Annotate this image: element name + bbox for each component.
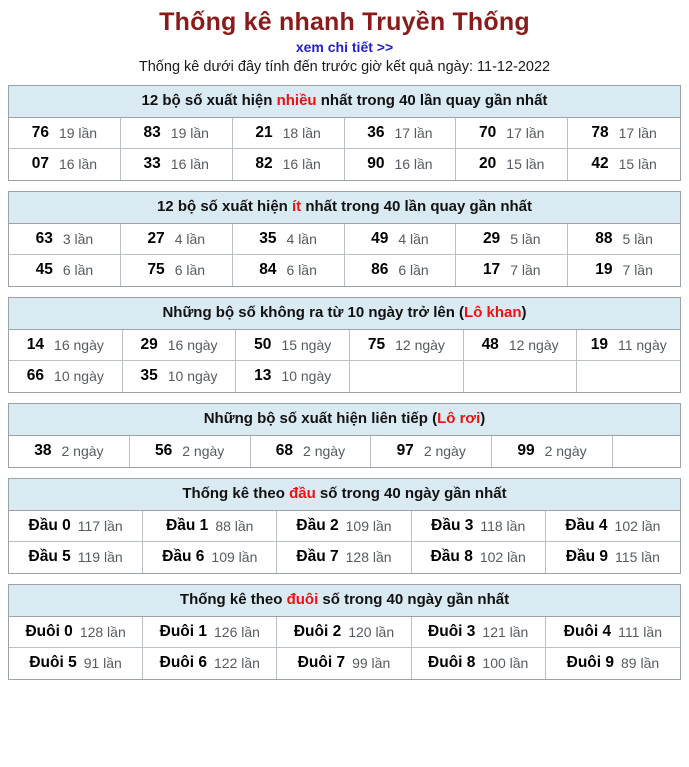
stat-cell-key: Đuôi 9 bbox=[566, 654, 614, 672]
stat-cell[interactable] bbox=[9, 149, 121, 180]
stat-cell[interactable] bbox=[371, 436, 492, 467]
stat-cell-value: 100 lần bbox=[482, 655, 529, 672]
stat-cell-value: 119 lần bbox=[77, 549, 123, 566]
stat-cell-key: 76 bbox=[31, 123, 49, 141]
stat-cell-value: 99 lần bbox=[352, 655, 391, 672]
stat-cell-key: 35 bbox=[140, 367, 158, 385]
stat-cell-key: 90 bbox=[367, 155, 385, 173]
stat-grid-lo-khan bbox=[9, 330, 680, 392]
stat-cell[interactable] bbox=[233, 224, 345, 255]
stat-cell-key: 21 bbox=[255, 123, 273, 141]
stat-cell[interactable] bbox=[345, 118, 457, 149]
stat-cell-value: 17 lần bbox=[394, 124, 433, 141]
stat-cell-key: 84 bbox=[259, 261, 277, 279]
stat-cell[interactable] bbox=[233, 149, 345, 180]
stat-cell[interactable] bbox=[345, 255, 457, 286]
block-title-most-frequent bbox=[9, 86, 680, 118]
stat-cell[interactable] bbox=[121, 224, 233, 255]
stat-cell-value: 12 ngày bbox=[395, 336, 445, 353]
block-title-lo-roi bbox=[9, 404, 680, 436]
stat-cell-key: Đầu 8 bbox=[430, 548, 473, 566]
stat-cell-value: 118 lần bbox=[480, 517, 526, 534]
stat-cell-empty bbox=[613, 436, 680, 467]
block-title-lo-khan bbox=[9, 298, 680, 330]
stat-cell[interactable] bbox=[277, 617, 411, 648]
stat-cell[interactable] bbox=[236, 330, 350, 361]
stat-cell-value: 16 lần bbox=[394, 156, 433, 173]
block-title-accent: đầu bbox=[289, 484, 316, 502]
block-title-dau-stats bbox=[9, 479, 680, 511]
stat-cell-key: 33 bbox=[143, 155, 161, 173]
stat-cell-value: 16 lần bbox=[170, 156, 209, 173]
stat-cell-value: 19 lần bbox=[170, 124, 209, 141]
stat-cell[interactable] bbox=[456, 224, 568, 255]
stat-cell-key: 70 bbox=[479, 123, 497, 141]
stat-cell-key: Đuôi 2 bbox=[293, 622, 342, 640]
stat-cell-key: Đuôi 4 bbox=[563, 622, 612, 640]
stat-cell-value: 126 lần bbox=[214, 623, 260, 640]
stat-cell-value: 88 lần bbox=[215, 517, 254, 534]
stat-cell[interactable] bbox=[345, 224, 457, 255]
block-title-accent: Lô khan bbox=[464, 303, 522, 321]
stat-cell-value: 128 lần bbox=[79, 623, 126, 640]
stat-cell[interactable] bbox=[277, 511, 411, 542]
stat-cell-value: 2 ngày bbox=[423, 443, 466, 460]
stat-cell-value: 115 lần bbox=[615, 549, 660, 566]
stat-cell-key: 36 bbox=[367, 123, 385, 141]
stat-cell-value: 2 ngày bbox=[544, 443, 587, 460]
stat-cell-key: 78 bbox=[591, 123, 609, 141]
stat-cell-key: 38 bbox=[34, 442, 52, 460]
stat-cell-value: 5 lần bbox=[510, 230, 541, 247]
stat-block-lo-roi bbox=[8, 403, 681, 468]
stat-cell-key: 48 bbox=[481, 335, 499, 353]
stat-cell[interactable] bbox=[412, 511, 546, 542]
stat-cell[interactable] bbox=[568, 118, 680, 149]
stat-cell-value: 18 lần bbox=[282, 124, 321, 141]
stat-cell[interactable] bbox=[546, 511, 680, 542]
stat-cell-key: Đầu 2 bbox=[296, 516, 339, 534]
stat-cell-key: Đầu 0 bbox=[28, 516, 71, 534]
stat-cell[interactable] bbox=[143, 511, 277, 542]
stat-cell-key: Đuôi 8 bbox=[428, 654, 476, 672]
stat-cell-value: 17 lần bbox=[618, 124, 657, 141]
stat-cell-value: 10 ngày bbox=[54, 368, 104, 385]
stat-cell[interactable] bbox=[456, 255, 568, 286]
stat-cell-value: 4 lần bbox=[286, 230, 317, 247]
stat-cell-value: 3 lần bbox=[62, 230, 94, 247]
stat-cell-value: 6 lần bbox=[398, 262, 429, 279]
stat-cell[interactable] bbox=[123, 330, 237, 361]
stat-cell[interactable] bbox=[577, 330, 680, 361]
block-title-accent: Lô rơi bbox=[437, 409, 481, 427]
stat-cell[interactable] bbox=[130, 436, 251, 467]
stat-cell-value: 6 lần bbox=[286, 262, 317, 279]
block-title-prefix: Thống kê theo bbox=[179, 590, 287, 608]
stat-cell-key: 14 bbox=[26, 335, 45, 353]
stat-cell-value: 2 ngày bbox=[182, 443, 225, 460]
stat-cell[interactable] bbox=[412, 542, 546, 573]
stat-block-dau-stats bbox=[8, 478, 681, 574]
stat-cell-key: 29 bbox=[482, 229, 501, 247]
stat-grid-least-frequent bbox=[9, 224, 680, 286]
stat-cell-key: Đuôi 5 bbox=[29, 654, 77, 672]
stat-cell[interactable] bbox=[9, 255, 121, 286]
stat-cell-value: 91 lần bbox=[83, 655, 122, 672]
stat-cell-key: 75 bbox=[147, 261, 165, 279]
stat-cell-value: 16 ngày bbox=[54, 336, 104, 353]
stat-cell-value: 6 lần bbox=[174, 262, 206, 279]
stat-cell-value: 15 ngày bbox=[281, 336, 332, 353]
stat-cell[interactable] bbox=[121, 118, 233, 149]
stat-cell-key: Đuôi 1 bbox=[159, 622, 207, 640]
stat-cell-value: 10 ngày bbox=[167, 368, 218, 385]
block-title-suffix: số trong 40 ngày gần nhất bbox=[318, 590, 510, 608]
block-title-prefix: 12 bộ số xuất hiện bbox=[141, 91, 277, 109]
stat-cell[interactable] bbox=[233, 255, 345, 286]
stat-cell-value: 5 lần bbox=[622, 230, 653, 247]
stat-cell-value: 7 lần bbox=[510, 262, 541, 279]
stat-cell-key: 13 bbox=[254, 367, 272, 385]
stat-cell-key: 63 bbox=[35, 229, 53, 247]
stat-cell-value: 12 ngày bbox=[508, 336, 559, 353]
block-title-accent: ít bbox=[292, 197, 302, 215]
stat-cell[interactable] bbox=[546, 617, 680, 648]
stat-grid-duoi-stats bbox=[9, 617, 680, 679]
stat-cell-key: 42 bbox=[591, 155, 609, 173]
stat-cell[interactable] bbox=[9, 436, 130, 467]
stat-cell-key: 19 bbox=[590, 335, 608, 353]
stat-cell[interactable] bbox=[251, 436, 372, 467]
statistics-page bbox=[0, 8, 689, 680]
stat-cell[interactable] bbox=[456, 149, 568, 180]
stat-cell[interactable] bbox=[9, 224, 121, 255]
view-detail-link[interactable]: xem chi tiết >> bbox=[295, 38, 394, 55]
stat-grid-most-frequent bbox=[9, 118, 680, 180]
stat-cell-value: 19 lần bbox=[58, 124, 98, 141]
stat-cell-key: Đầu 5 bbox=[28, 548, 71, 566]
stat-cell[interactable] bbox=[233, 118, 345, 149]
stat-cell[interactable] bbox=[123, 361, 237, 392]
page-subtitle: Thống kê dưới đây tính đến trước giờ kết quả ngày: 11-12-2022 bbox=[138, 58, 551, 75]
stat-cell-value: 2 ngày bbox=[303, 443, 346, 460]
stat-cell[interactable] bbox=[277, 648, 411, 679]
stat-grid-dau-stats bbox=[9, 511, 680, 573]
stat-cell-value: 102 lần bbox=[479, 549, 526, 566]
stat-cell-key: 45 bbox=[35, 261, 53, 279]
stat-cell[interactable] bbox=[345, 149, 457, 180]
stat-block-lo-khan bbox=[8, 297, 681, 393]
stat-cell-key: 49 bbox=[371, 229, 389, 247]
stat-cell-key: Đầu 4 bbox=[565, 516, 608, 534]
block-title-accent: nhiều bbox=[276, 91, 317, 109]
stat-cell-empty bbox=[350, 361, 464, 392]
stat-cell[interactable] bbox=[350, 330, 464, 361]
stat-cell-key: 86 bbox=[371, 261, 389, 279]
block-title-suffix: nhất trong 40 lần quay gần nhất bbox=[301, 197, 533, 215]
stat-cell-value: 109 lần bbox=[345, 517, 392, 534]
stat-cell[interactable] bbox=[412, 648, 546, 679]
stat-cell-value: 120 lần bbox=[348, 623, 395, 640]
stat-cell[interactable] bbox=[9, 511, 143, 542]
stat-cell[interactable] bbox=[9, 617, 143, 648]
stat-cell[interactable] bbox=[568, 224, 680, 255]
stat-cell-key: 17 bbox=[482, 261, 501, 279]
stat-cell-empty bbox=[577, 361, 680, 392]
stat-cell-key: 20 bbox=[479, 155, 497, 173]
block-title-least-frequent bbox=[9, 192, 680, 224]
stat-cell-key: Đuôi 3 bbox=[428, 622, 476, 640]
stat-cell-key: Đầu 9 bbox=[565, 548, 609, 566]
stat-cell-key: Đuôi 7 bbox=[297, 654, 346, 672]
stat-cell-value: 4 lần bbox=[398, 230, 429, 247]
stat-cell-value: 6 lần bbox=[62, 262, 94, 279]
stat-cell[interactable] bbox=[9, 361, 123, 392]
block-title-prefix: Những bộ số không ra từ 10 ngày trở lên ( bbox=[162, 303, 465, 321]
stat-cell-value: 121 lần bbox=[482, 623, 529, 640]
stat-cell-key: Đuôi 0 bbox=[25, 622, 73, 640]
stat-cell-value: 17 lần bbox=[506, 124, 545, 141]
stat-cell-value: 109 lần bbox=[211, 549, 258, 566]
stat-cell-key: Đầu 3 bbox=[431, 516, 474, 534]
stat-cell[interactable] bbox=[568, 149, 680, 180]
block-title-duoi-stats bbox=[9, 585, 680, 617]
stat-cell[interactable] bbox=[236, 361, 350, 392]
stat-cell-key: 56 bbox=[155, 442, 173, 460]
stat-cell-key: 83 bbox=[143, 123, 161, 141]
stat-cell-key: Đuôi 6 bbox=[159, 654, 207, 672]
stat-cell-key: Đầu 7 bbox=[296, 548, 339, 566]
stat-cell-value: 16 lần bbox=[58, 156, 98, 173]
stat-cell[interactable] bbox=[9, 648, 143, 679]
stat-cell-key: 82 bbox=[255, 155, 273, 173]
page-title: Thống kê nhanh Truyền Thống bbox=[159, 8, 530, 36]
stat-cell-key: 66 bbox=[26, 367, 45, 385]
stat-block-least-frequent bbox=[8, 191, 681, 287]
stat-cell[interactable] bbox=[121, 255, 233, 286]
stat-cell-key: 88 bbox=[595, 229, 613, 247]
stat-cell-key: 29 bbox=[140, 335, 158, 353]
stat-cell-key: 99 bbox=[517, 442, 535, 460]
stat-block-most-frequent bbox=[8, 85, 681, 181]
stat-cell-value: 10 ngày bbox=[281, 368, 332, 385]
stat-cell-value: 11 ngày bbox=[617, 336, 667, 353]
block-title-suffix: ) bbox=[521, 303, 527, 321]
stat-cell[interactable] bbox=[492, 436, 613, 467]
stat-cell-value: 102 lần bbox=[614, 517, 661, 534]
stat-cell[interactable] bbox=[143, 617, 277, 648]
stat-cell-value: 128 lần bbox=[345, 549, 392, 566]
stat-cell-value: 15 lần bbox=[506, 156, 545, 173]
stat-cell[interactable] bbox=[121, 149, 233, 180]
stat-cell-value: 89 lần bbox=[621, 655, 660, 672]
stat-cell-key: Đầu 6 bbox=[162, 548, 205, 566]
stat-cell-key: 75 bbox=[367, 335, 386, 353]
block-title-prefix: 12 bộ số xuất hiện bbox=[156, 197, 292, 215]
stat-cell[interactable] bbox=[412, 617, 546, 648]
stat-cell[interactable] bbox=[546, 542, 680, 573]
stat-cell[interactable] bbox=[546, 648, 680, 679]
stat-cell[interactable] bbox=[143, 542, 277, 573]
stat-cell[interactable] bbox=[568, 255, 680, 286]
stat-cell[interactable] bbox=[464, 330, 578, 361]
stat-cell-empty bbox=[464, 361, 578, 392]
block-title-suffix: nhất trong 40 lần quay gần nhất bbox=[316, 91, 548, 109]
stat-cell[interactable] bbox=[277, 542, 411, 573]
stat-cell-key: 19 bbox=[595, 261, 613, 279]
stat-cell-value: 111 lần bbox=[618, 623, 662, 640]
block-title-prefix: Thống kê theo bbox=[182, 484, 290, 502]
stat-cell-value: 4 lần bbox=[174, 230, 206, 247]
stat-cell[interactable] bbox=[9, 118, 121, 149]
stat-cell[interactable] bbox=[9, 330, 123, 361]
stat-cell-value: 15 lần bbox=[618, 156, 657, 173]
stat-cell[interactable] bbox=[9, 542, 143, 573]
stat-cell-value: 122 lần bbox=[214, 655, 260, 672]
stat-cell-key: Đầu 1 bbox=[166, 516, 209, 534]
stat-cell-value: 16 lần bbox=[282, 156, 321, 173]
stat-cell-value: 2 ngày bbox=[61, 443, 104, 460]
stat-cell-key: 07 bbox=[31, 155, 49, 173]
block-title-accent: đuôi bbox=[286, 590, 319, 608]
stat-block-duoi-stats bbox=[8, 584, 681, 680]
block-title-suffix: số trong 40 ngày gần nhất bbox=[315, 484, 507, 502]
stat-cell[interactable] bbox=[143, 648, 277, 679]
stat-cell-value: 117 lần bbox=[77, 517, 123, 534]
stat-cell-key: 35 bbox=[259, 229, 277, 247]
stat-cell-value: 7 lần bbox=[622, 262, 653, 279]
stat-cell-key: 68 bbox=[275, 442, 294, 460]
stat-cell-value: 16 ngày bbox=[167, 336, 218, 353]
stat-cell[interactable] bbox=[456, 118, 568, 149]
stat-cell-key: 50 bbox=[254, 335, 272, 353]
stat-cell-key: 27 bbox=[147, 229, 165, 247]
stat-cell-key: 97 bbox=[396, 442, 414, 460]
block-title-prefix: Những bộ số xuất hiện liên tiếp ( bbox=[203, 409, 438, 427]
stat-blocks-container bbox=[8, 85, 681, 680]
block-title-suffix: ) bbox=[480, 409, 486, 427]
stat-grid-lo-roi bbox=[9, 436, 680, 467]
